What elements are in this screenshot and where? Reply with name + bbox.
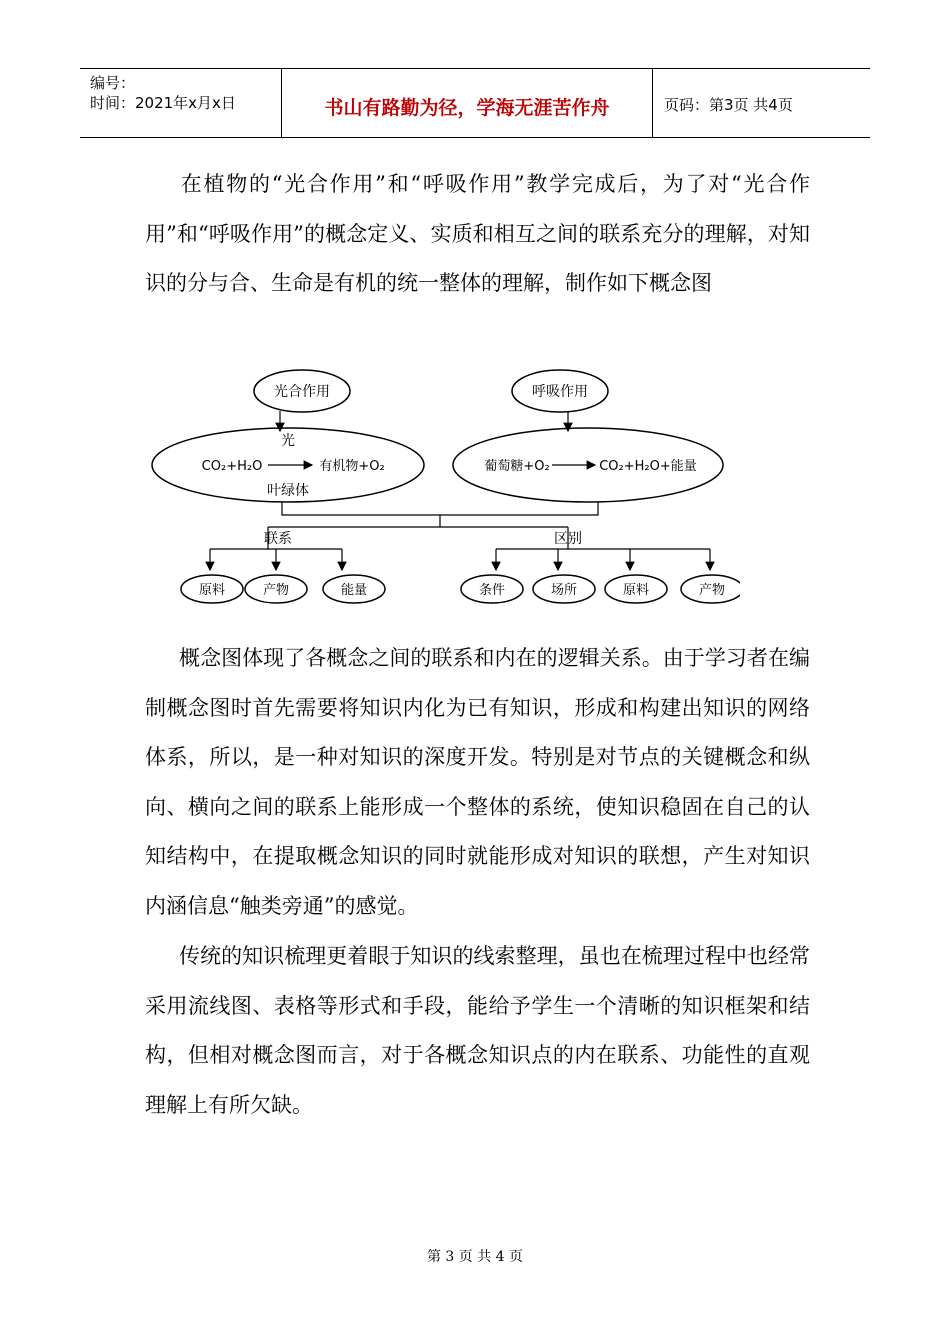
paragraph-concept-map [145,634,810,932]
difference-item-label: 原料 [622,583,650,598]
respiration-label: 呼吸作用 [532,384,588,400]
page-info: 页码：第3页 共4页 [664,96,793,114]
photosynthesis-label: 光合作用 [274,384,330,400]
relation-label: 联系 [264,531,292,547]
motto-text: 书山有路勤为径，学海无涯苦作舟 [324,97,610,119]
concept-map [140,365,740,615]
paragraph-text: 在植物的“光合作用”和“呼吸作用”教学完成后，为了对“光合作用”和“呼吸作用”的概念定义、实质和相互之间的联系充分的理解，对知识的分与合、生命是有机的统一整体的理解，制作如下概念图 [145,172,810,296]
difference-item-label: 条件 [478,583,506,598]
resp-reactant: 葡萄糖+O₂ [484,459,550,474]
condition-light: 光 [281,433,295,449]
header-motto-cell [282,69,653,137]
page-footer: 第 3 页 共 4 页 [426,1249,524,1265]
header-meta-cell [80,69,282,137]
condition-chlorophyll: 叶绿体 [267,483,309,499]
paragraph-text: 传统的知识梳理更着眼于知识的线索整理，虽也在梳理过程中也经常采用流线图、表格等形式和手段，能给予学生一个清晰的知识框架和结构，但相对概念图而言，对于各概念知识点的内在联系、功能性的直观理解上有所欠缺。 [145,944,810,1117]
photo-product: 有机物+O₂ [319,459,385,474]
relation-item-label: 能量 [340,583,368,598]
time-label: 时间：2021年x月x日 [90,94,236,112]
photo-reactant: CO₂+H₂O [201,459,263,474]
difference-label: 区别 [554,531,582,547]
serial-label: 编号： [90,74,136,92]
paragraph-intro [145,160,810,309]
difference-item-label: 场所 [550,583,578,598]
relation-item-label: 产物 [262,583,290,598]
header-table [80,68,870,138]
resp-product: CO₂+H₂O+能量 [599,459,697,474]
paragraph-traditional [145,932,810,1130]
relation-item-label: 原料 [198,583,226,598]
difference-item-label: 产物 [698,583,726,598]
paragraph-text: 概念图体现了各概念之间的联系和内在的逻辑关系。由于学习者在编制概念图时首先需要将知识内化为已有知识，形成和构建出知识的网络体系，所以，是一种对知识的深度开发。特别是对节点的关键概念和纵向、横向之间的联系上能形成一个整体的系统，使知识稳固在自己的认知结构中，在提取概念知识的同时就能形成对知识的联想，产生对知识内涵信息“触类旁通”的感觉。 [145,646,810,918]
